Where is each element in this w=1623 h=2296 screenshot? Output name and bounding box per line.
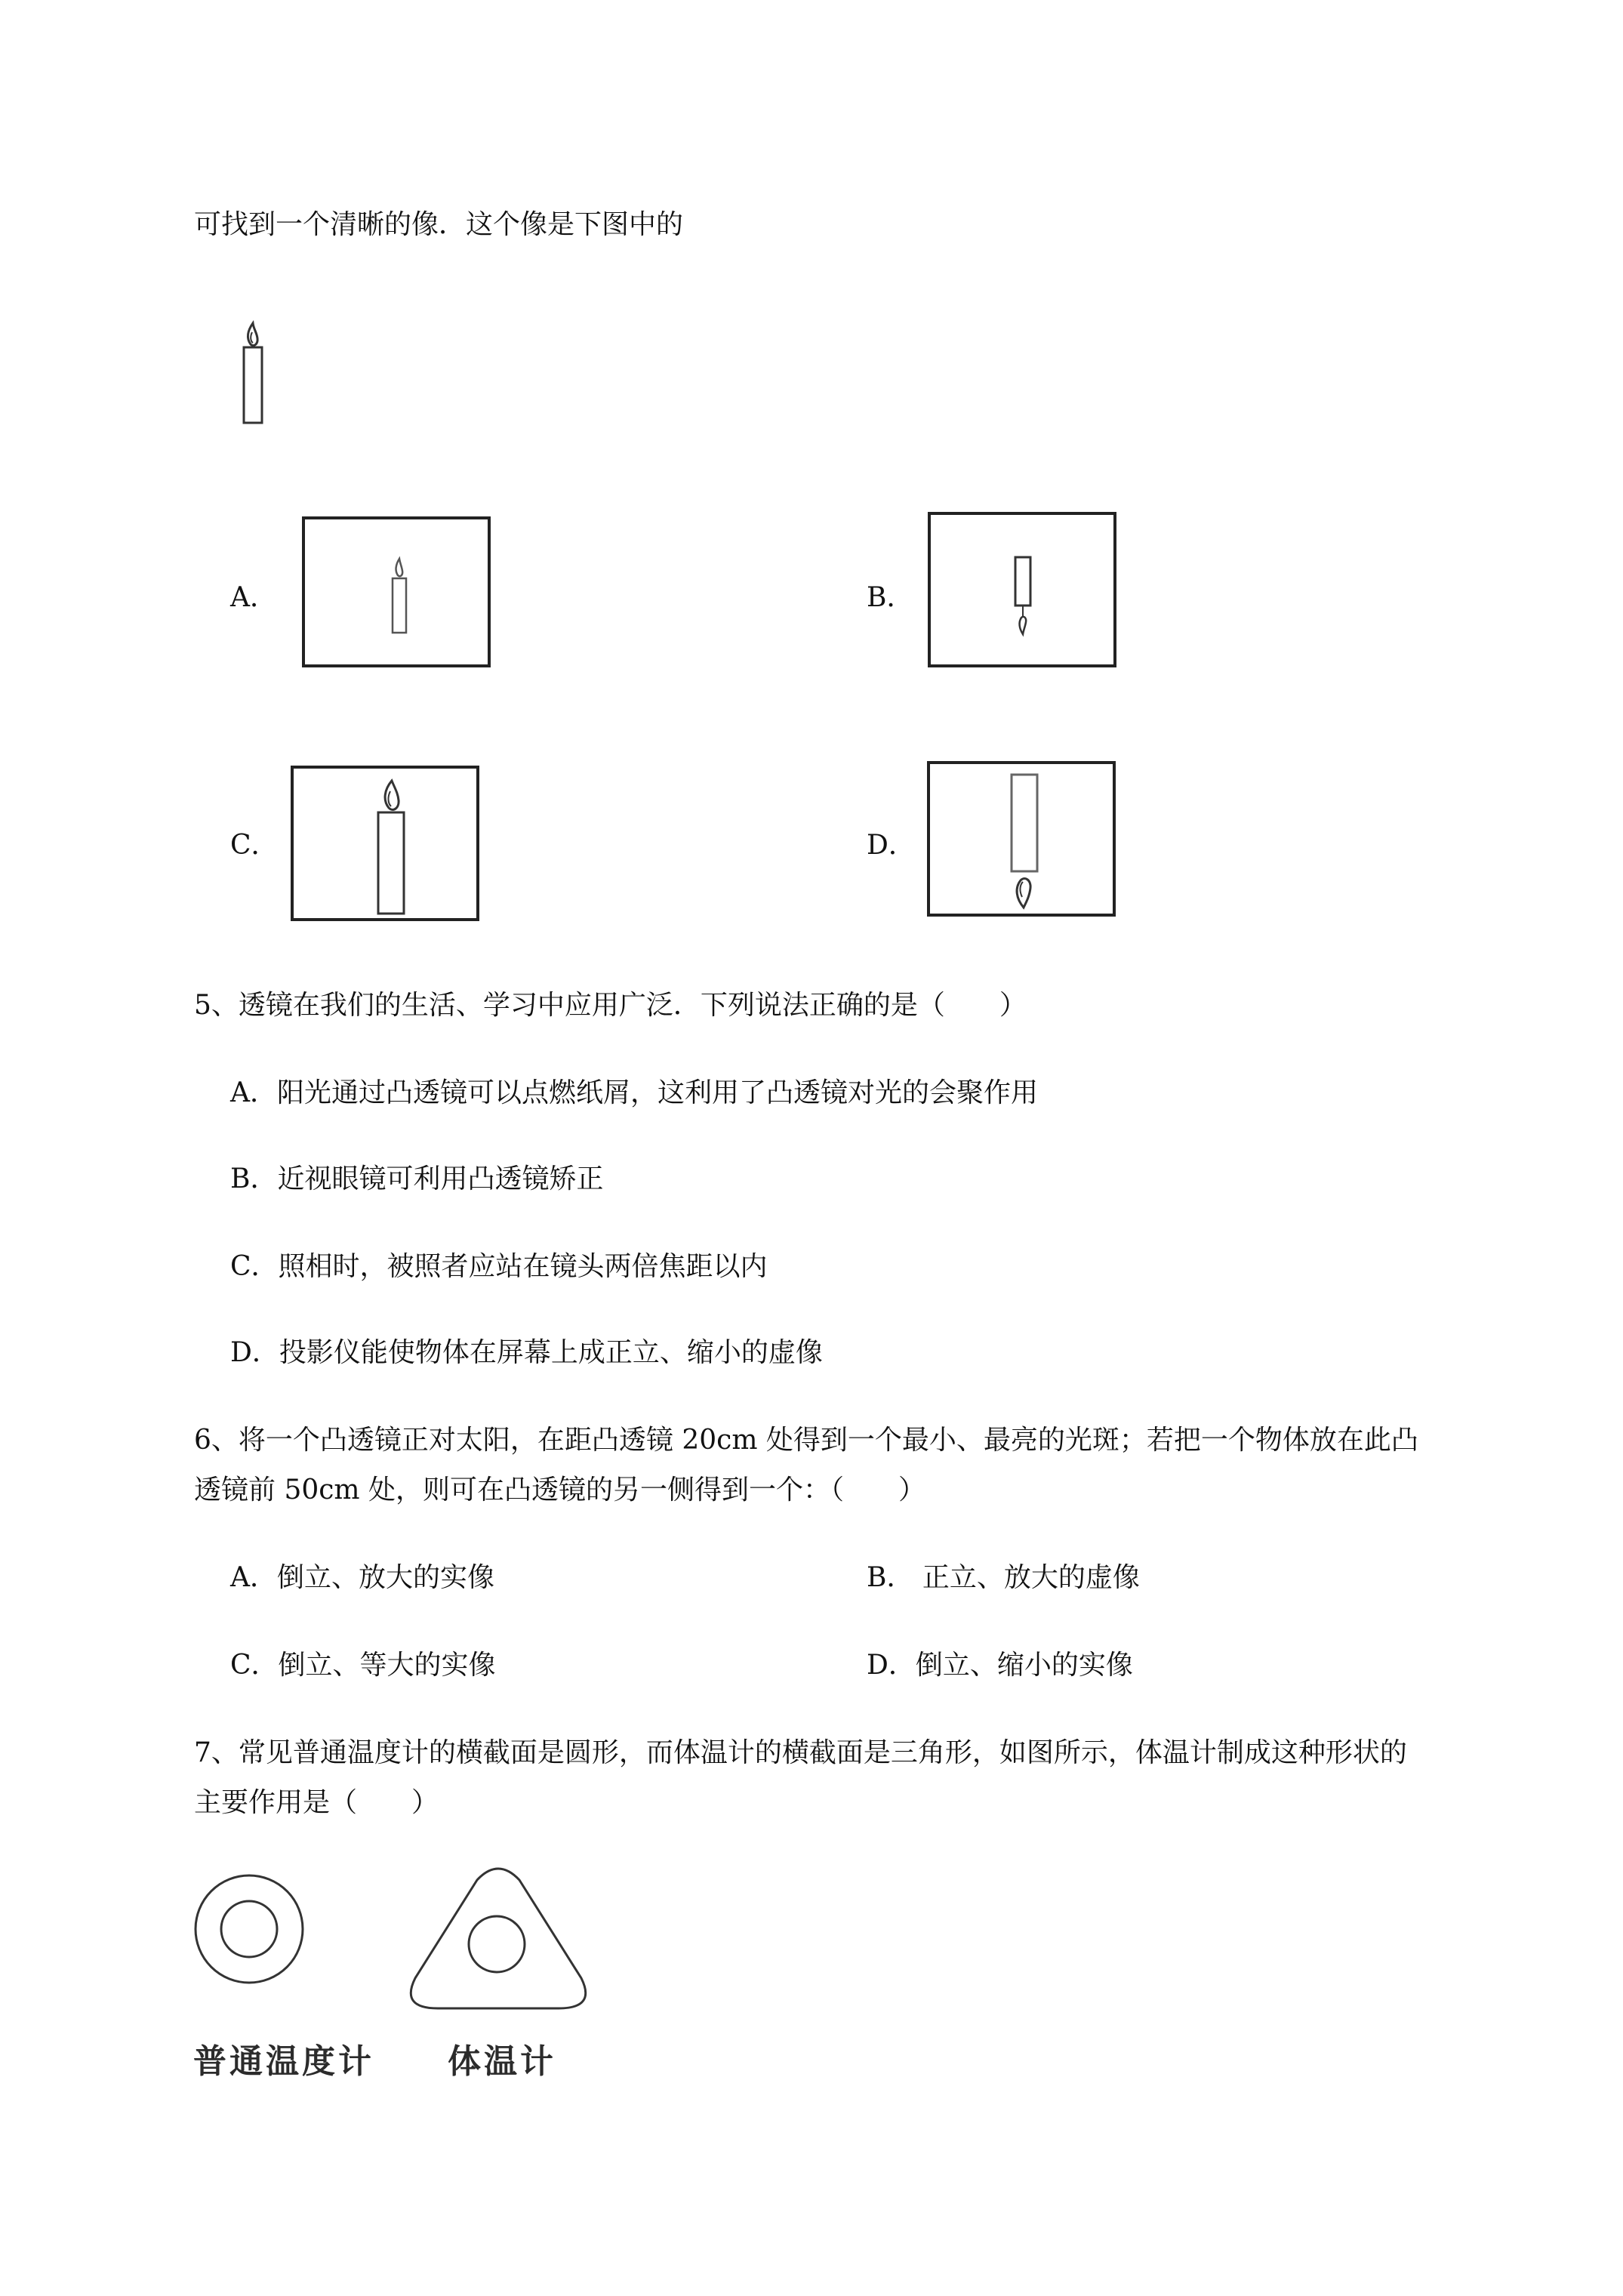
question-5-option-b[interactable]: B．近视眼镜可利用凸透镜矫正 xyxy=(230,1163,604,1194)
clinical-thermometer-cross-section xyxy=(408,1865,589,2023)
option-a-label[interactable]: A． xyxy=(230,582,277,613)
object-candle-figure xyxy=(234,317,272,430)
ordinary-thermometer-cross-section xyxy=(192,1872,306,1986)
inverted-small-candle-icon xyxy=(1012,556,1035,639)
question-6-option-a[interactable]: A．倒立、放大的实像 xyxy=(230,1562,494,1593)
question-7-stem-line-1: 7、常见普通温度计的横截面是圆形，而体温计的横截面是三角形，如图所示，体温计制成这种形状的 xyxy=(194,1737,1407,1768)
question-6-option-c[interactable]: C．倒立、等大的实像 xyxy=(230,1650,496,1681)
question-5-option-d[interactable]: D．投影仪能使物体在屏幕上成正立、缩小的虚像 xyxy=(230,1337,823,1368)
option-a-image-frame[interactable] xyxy=(302,516,491,667)
upright-small-candle-icon xyxy=(388,556,411,639)
option-d-image-frame[interactable] xyxy=(927,761,1116,917)
clinical-thermometer-label: 体温计 xyxy=(448,2042,556,2081)
option-d-label[interactable]: D． xyxy=(867,830,916,861)
option-b-label[interactable]: B． xyxy=(867,582,914,613)
question-5-option-c[interactable]: C．照相时，被照者应站在镜头两倍焦距以内 xyxy=(230,1251,768,1282)
question-5-stem: 5、透镜在我们的生活、学习中应用广泛．下列说法正确的是（ ） xyxy=(194,990,1027,1021)
question-5-option-a[interactable]: A．阳光通过凸透镜可以点燃纸屑，这利用了凸透镜对光的会聚作用 xyxy=(230,1077,1038,1108)
option-c-label[interactable]: C． xyxy=(230,830,279,861)
inverted-enlarged-candle-icon xyxy=(1007,773,1042,912)
question-6-stem-line-2: 透镜前 50cm 处，则可在凸透镜的另一侧得到一个：（ ） xyxy=(194,1475,925,1505)
option-b-image-frame[interactable] xyxy=(928,512,1116,667)
option-c-image-frame[interactable] xyxy=(291,766,479,921)
question-4-intro: 可找到一个清晰的像．这个像是下图中的 xyxy=(194,209,684,240)
upright-enlarged-candle-icon xyxy=(374,778,408,917)
question-7-stem-line-2: 主要作用是（ ） xyxy=(194,1787,439,1818)
question-6-option-b[interactable]: B． 正立、放大的虚像 xyxy=(867,1562,1140,1593)
question-6-option-d[interactable]: D．倒立、缩小的实像 xyxy=(867,1650,1133,1681)
question-6-stem-line-1: 6、将一个凸透镜正对太阳，在距凸透镜 20cm 处得到一个最小、最亮的光斑；若把一个物体放在此凸 xyxy=(194,1425,1418,1456)
ordinary-thermometer-label: 普通温度计 xyxy=(193,2042,374,2081)
